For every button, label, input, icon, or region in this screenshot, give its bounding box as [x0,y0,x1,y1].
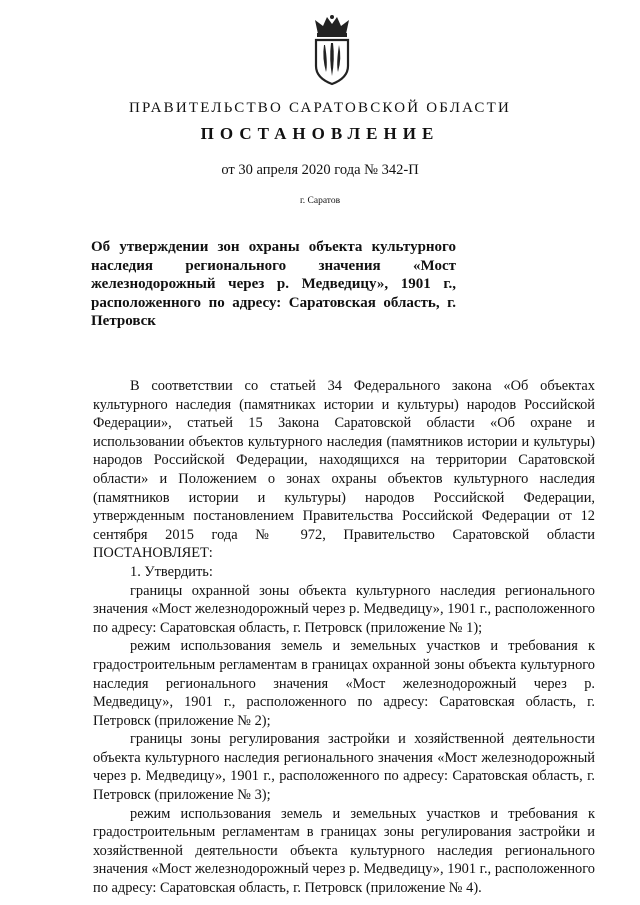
government-name: ПРАВИТЕЛЬСТВО САРАТОВСКОЙ ОБЛАСТИ [128,100,512,116]
document-date-number: от 30 апреля 2020 года № 342-П [221,162,419,178]
document-city: г. Саратов [299,196,341,206]
body-paragraph: режим использования земель и земельных участков и требования к градостроительным регламентам в границах зоны регулирования застройки и хозяйственной деятельности объекта культурного наследия регионального значения «Мост железнодорожный через р. Медведицу», 1901 г., расположенного по адресу: Саратовская область, г. Петровск (приложение № 4). [93,805,595,897]
document-type: ПОСТАНОВЛЕНИЕ [200,124,440,143]
document-body [93,377,595,898]
document-subject: Об утверждении зон охраны объекта культурного наследия регионального значения «Мост железнодорожный через р. Медведицу», 1901 г., расположенного по адресу: Саратовская область, г. Петровск [91,239,456,330]
body-paragraph: границы зоны регулирования застройки и хозяйственной деятельности объекта культурного наследия регионального значения «Мост железнодорожный через р. Медведицу», 1901 г., расположенного по адресу: Саратовская область, г. Петровск (приложение № 3); [93,731,595,804]
body-paragraph: режим использования земель и земельных участков и требования к градостроительным регламентам в границах охранной зоны объекта культурного наследия регионального значения «Мост железнодорожный через р. Медведицу», 1901 г., расположенного по адресу: Саратовская область, г. Петровск (приложение № 2); [93,638,595,729]
body-paragraph: В соответствии со статьей 34 Федерального закона «Об объектах культурного наследия (памятниках истории и культуры) народов Российской Федерации», статьей 15 Закона Саратовской области «Об охране и использовании объектов культурного наследия (памятников истории и культуры) народов Российской Федерации, находящихся на территории Саратовской области» и Положением о зонах охраны объектов культурного наследия (памятников истории и культуры) народов Российской Федерации, утвержденным постановлением Правительства Российской Федерации от 12 сентября 2015 года № 972, Правительство Саратовской области ПОСТАНОВЛЯЕТ: [93,378,595,562]
coat-of-arms-icon [306,14,358,88]
body-paragraph: 1. Утвердить: [130,563,213,580]
body-paragraph: границы охранной зоны объекта культурного наследия регионального значения «Мост железнодорожный через р. Медведицу», 1901 г., расположенного по адресу: Саратовская область, г. Петровск (приложение № 1); [93,582,595,636]
